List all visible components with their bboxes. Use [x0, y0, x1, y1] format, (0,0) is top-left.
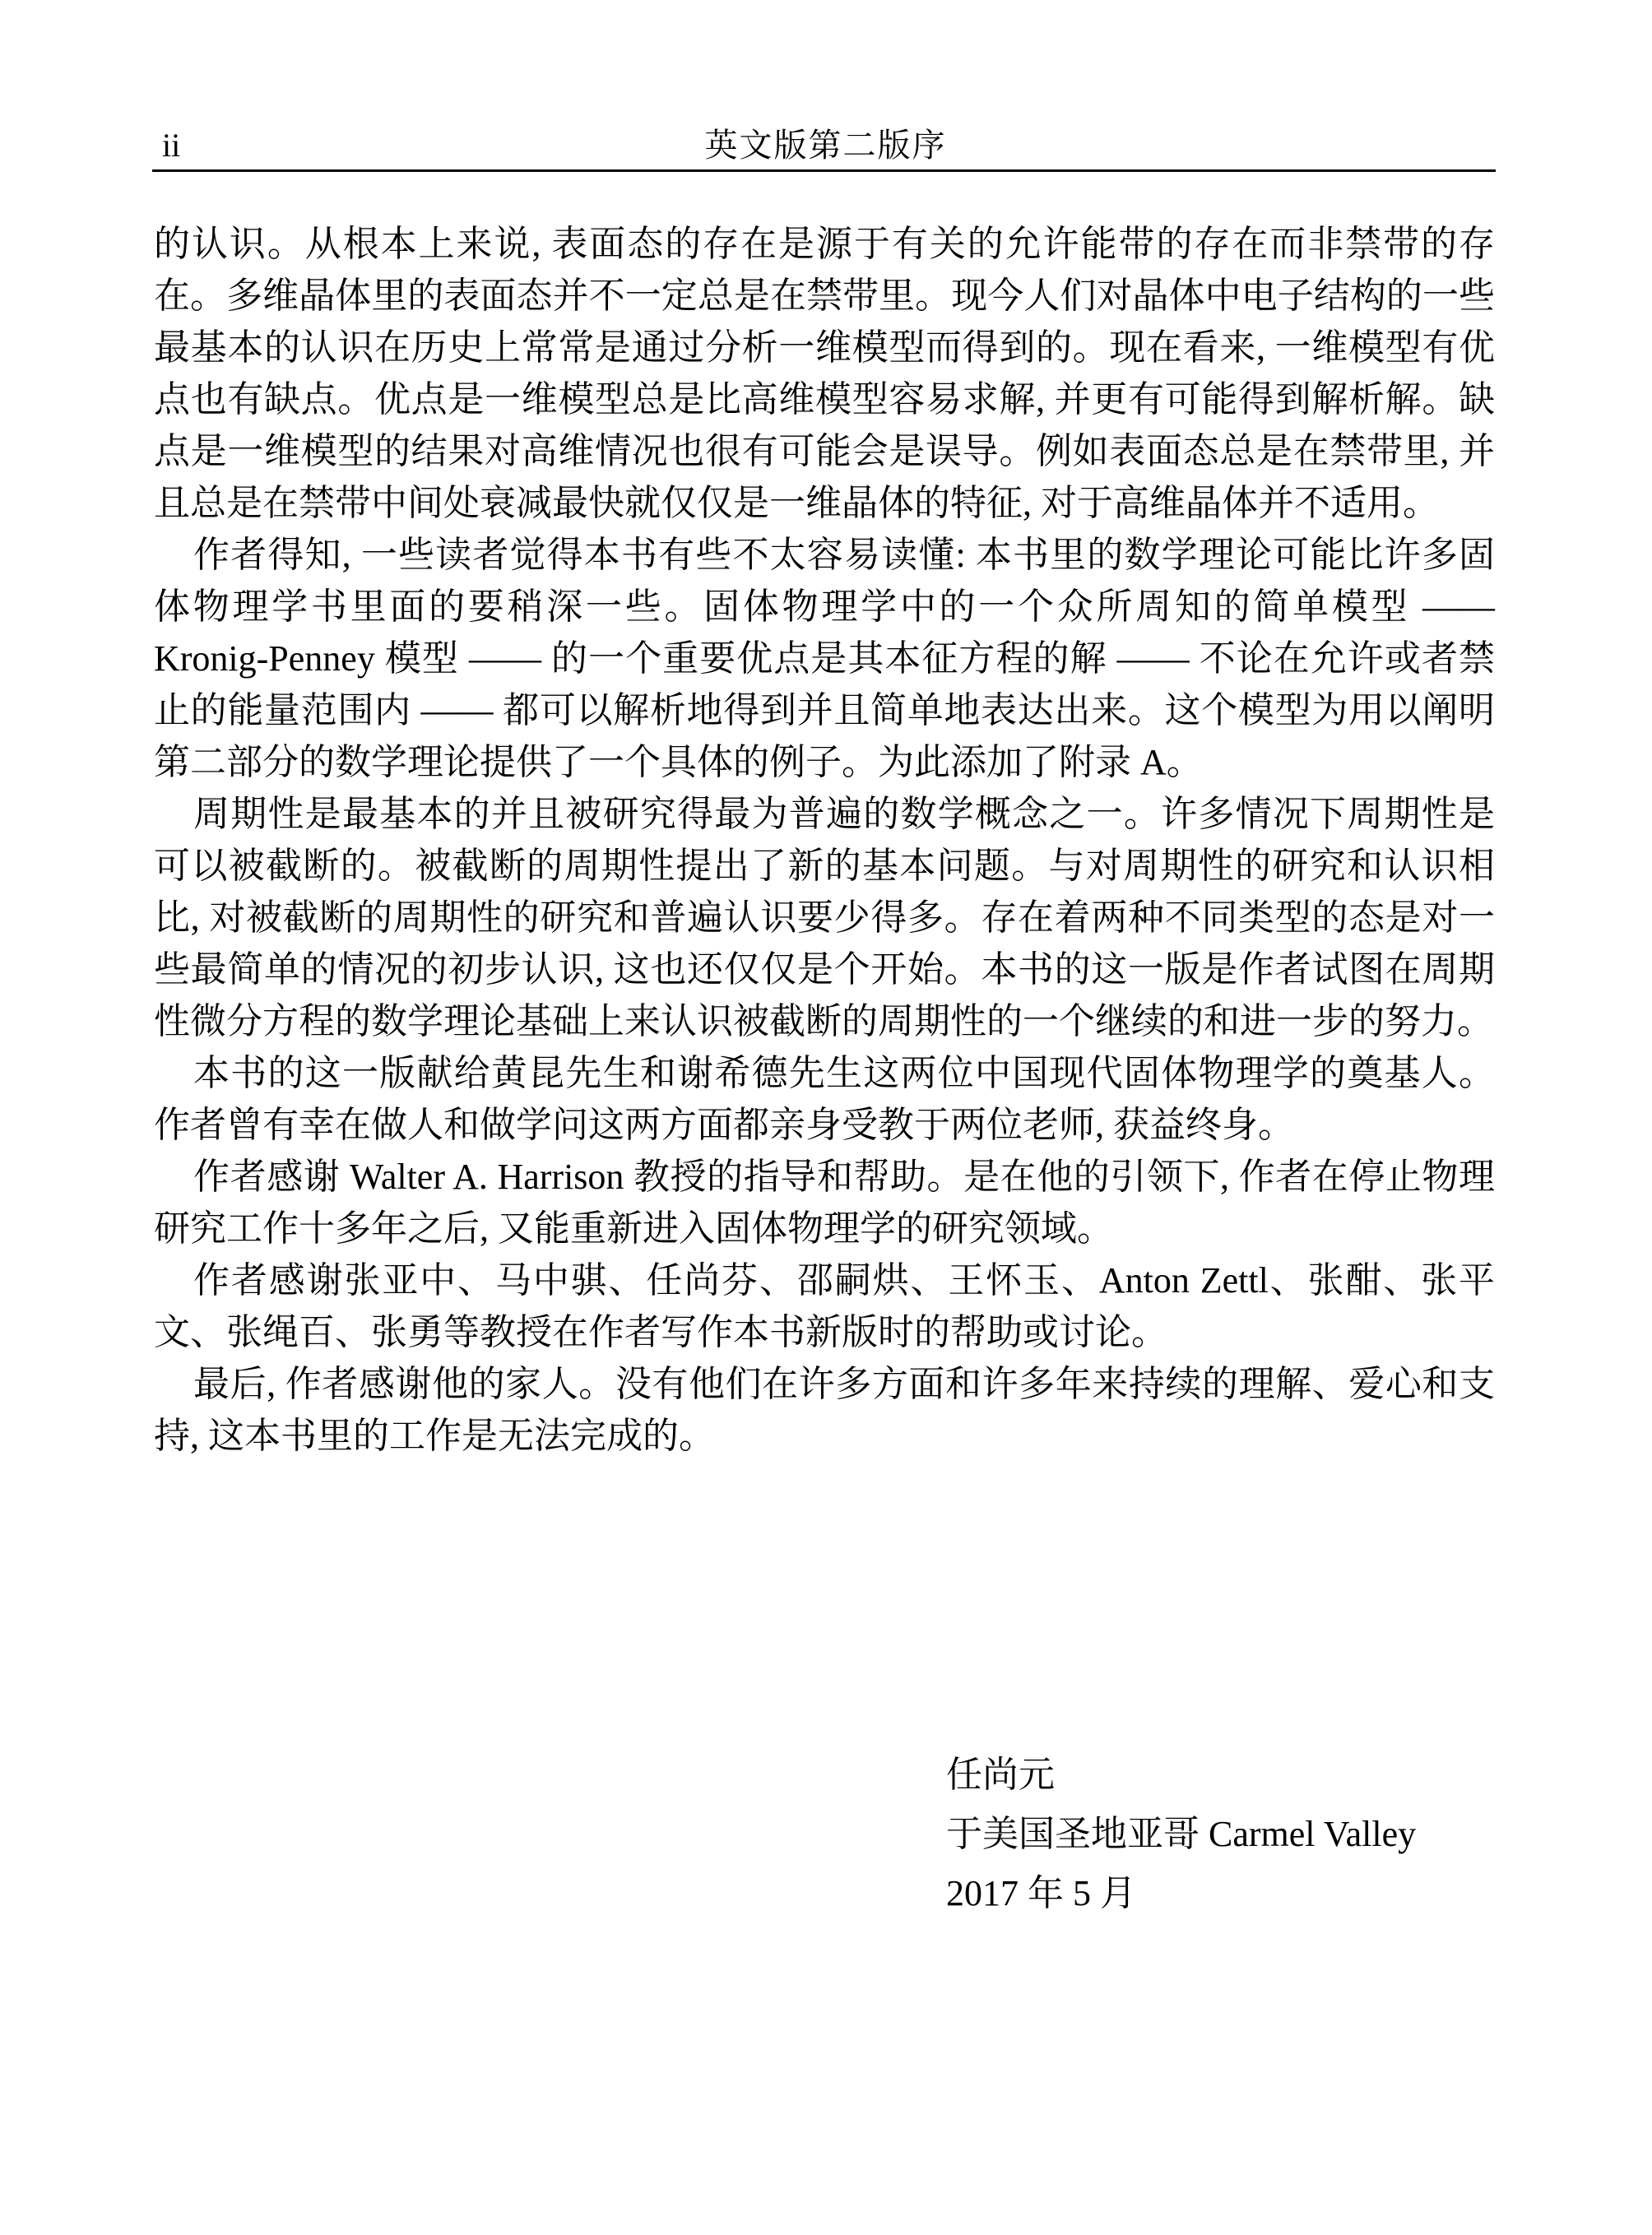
signature-block — [946, 1746, 1416, 1923]
body-paragraph: 的认识。从根本上来说, 表面态的存在是源于有关的允许能带的存在而非禁带的存在。多维晶体里的表面态并不一定总是在禁带里。现今人们对晶体中电子结构的一些最基本的认识在历史上常常是通过分析一维模型而得到的。现在看来, 一维模型有优点也有缺点。优点是一维模型总是比高维模型容易求解, 并更有可能得到解析解。缺点是一维模型的结果对高维情况也很有可能会是误导。例如表面态总是在禁带里, 并且总是在禁带中间处衰减最快就仅仅是一维晶体的特征, 对于高维晶体并不适用。 — [154, 224, 1495, 523]
body-paragraph: 作者感谢张亚中、马中骐、任尚芬、邵嗣烘、王怀玉、Anton Zettl、张酣、张平文、张绳百、张勇等教授在作者写作本书新版时的帮助或讨论。 — [154, 1260, 1495, 1352]
body-paragraph: 本书的这一版献给黄昆先生和谢希德先生这两位中国现代固体物理学的奠基人。作者曾有幸在做人和做学问这两方面都亲身受教于两位老师, 获益终身。 — [154, 1053, 1495, 1145]
body-paragraph: 作者感谢 Walter A. Harrison 教授的指导和帮助。是在他的引领下, 作者在停止物理研究工作十多年之后, 又能重新进入固体物理学的研究领域。 — [154, 1157, 1495, 1249]
preface-body — [154, 218, 1495, 1462]
signature-place: 于美国圣地亚哥 Carmel Valley — [946, 1814, 1417, 1854]
signature-name: 任尚元 — [946, 1755, 1055, 1795]
body-paragraph: 周期性是最基本的并且被研究得最为普遍的数学概念之一。许多情况下周期性是可以被截断的。被截断的周期性提出了新的基本问题。与对周期性的研究和认识相比, 对被截断的周期性的研究和普遍认识要少得多。存在着两种不同类型的态是对一些最简单的情况的初步认识, 这也还仅仅是个开始。本书的这一版是作者试图在周期性微分方程的数学理论基础上来认识被截断的周期性的一个继续的和进一步的努力。 — [154, 794, 1495, 1041]
running-header — [154, 125, 1497, 166]
body-paragraph: 最后, 作者感谢他的家人。没有他们在许多方面和许多年来持续的理解、爱心和支持, 这本书里的工作是无法完成的。 — [154, 1364, 1495, 1456]
signature-date: 2017 年 5 月 — [946, 1873, 1136, 1913]
body-paragraph: 作者得知, 一些读者觉得本书有些不太容易读懂: 本书里的数学理论可能比许多固体物理学书里面的要稍深一些。固体物理学中的一个众所周知的简单模型 —— Kronig-Penney 模型 —— 的一个重要优点是其本征方程的解 —— 不论在允许或者禁止的能量范围内 —— 都可以解析地得到并且简单地表达出来。这个模型为用以阐明第二部分的数学理论提供了一个具体的例子。为此添加了附录 A。 — [154, 535, 1495, 782]
header-rule — [152, 169, 1496, 172]
page-number: ii — [162, 127, 181, 164]
header-title: 英文版第二版序 — [704, 127, 947, 164]
